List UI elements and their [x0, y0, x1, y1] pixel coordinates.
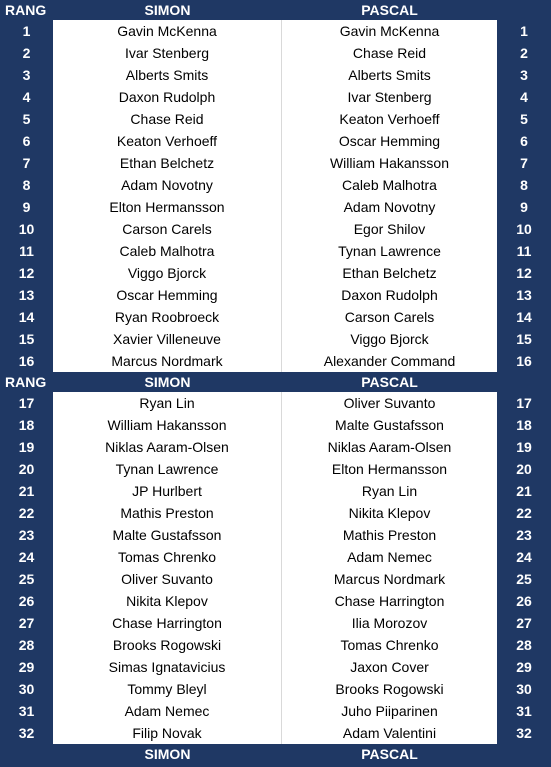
rank-number: 22 [18, 505, 35, 521]
simon-name-cell: Mathis Preston [53, 502, 282, 524]
header-pascal: PASCAL [361, 2, 418, 18]
header-row-1 [0, 0, 551, 20]
rank-number-right: 5 [520, 111, 528, 127]
table-row [0, 524, 551, 546]
pascal-name-cell: Caleb Malhotra [282, 174, 497, 196]
table-row [0, 240, 551, 262]
rank-number-right: 28 [516, 637, 532, 653]
rank-number: 26 [18, 593, 35, 609]
rank-number: 20 [18, 461, 35, 477]
rank-number: 7 [22, 155, 31, 171]
rank-number-right: 6 [520, 133, 528, 149]
pascal-name-cell: Ilia Morozov [282, 612, 497, 634]
pascal-name-cell: Juho Piiparinen [282, 700, 497, 722]
pascal-name-cell: Adam Valentini [282, 722, 497, 744]
table-row [0, 634, 551, 656]
pascal-name-cell: Egor Shilov [282, 218, 497, 240]
rank-number: 3 [22, 67, 31, 83]
simon-name-cell: Ivar Stenberg [53, 42, 282, 64]
header-pascal: PASCAL [361, 374, 418, 390]
header-pascal: PASCAL [361, 746, 418, 762]
pascal-name-cell: Ivar Stenberg [282, 86, 497, 108]
pascal-name-cell: Adam Novotny [282, 196, 497, 218]
simon-name-cell: Carson Carels [53, 218, 282, 240]
rank-number-right: 3 [520, 67, 528, 83]
rank-number: 15 [18, 331, 35, 347]
rank-number-right: 18 [516, 417, 532, 433]
pascal-name-cell: Daxon Rudolph [282, 284, 497, 306]
header-simon: SIMON [144, 2, 191, 18]
table-row [0, 328, 551, 350]
rank-number-right: 2 [520, 45, 528, 61]
rank-number: 19 [18, 439, 35, 455]
pascal-name-cell: Oscar Hemming [282, 130, 497, 152]
table-row [0, 656, 551, 678]
rank-number: 11 [19, 243, 34, 259]
pascal-name-cell: Alberts Smits [282, 64, 497, 86]
table-row [0, 152, 551, 174]
pascal-name-cell: Tynan Lawrence [282, 240, 497, 262]
table-row [0, 612, 551, 634]
header-simon: SIMON [144, 746, 191, 762]
rank-number: 13 [18, 287, 35, 303]
pascal-name-cell: Carson Carels [282, 306, 497, 328]
table-row [0, 546, 551, 568]
simon-name-cell: Ryan Lin [53, 392, 282, 414]
simon-name-cell: Tommy Bleyl [53, 678, 282, 700]
simon-name-cell: JP Hurlbert [53, 480, 282, 502]
table-row [0, 502, 551, 524]
simon-name-cell: Adam Nemec [53, 700, 282, 722]
simon-name-cell: Alberts Smits [53, 64, 282, 86]
rank-number-right: 12 [516, 265, 532, 281]
simon-name-cell: Simas Ignatavicius [53, 656, 282, 678]
rank-number: 24 [18, 549, 35, 565]
pascal-name-cell: Oliver Suvanto [282, 392, 497, 414]
header-rank: RANG [5, 2, 47, 18]
header-simon: SIMON [144, 374, 191, 390]
ranking-block-1 [0, 20, 551, 372]
rank-number: 6 [22, 133, 31, 149]
rank-number-right: 30 [516, 681, 532, 697]
pascal-name-cell: Niklas Aaram-Olsen [282, 436, 497, 458]
table-row [0, 174, 551, 196]
simon-name-cell: Tomas Chrenko [53, 546, 282, 568]
rank-number: 21 [18, 483, 35, 499]
rank-number-right: 29 [516, 659, 532, 675]
header-row-2 [0, 372, 551, 392]
rank-number-right: 25 [516, 571, 532, 587]
table-row [0, 284, 551, 306]
simon-name-cell: Viggo Bjorck [53, 262, 282, 284]
rank-number-right: 17 [516, 395, 532, 411]
rank-number: 14 [18, 309, 35, 325]
rank-number-right: 22 [516, 505, 532, 521]
rank-number: 17 [18, 395, 35, 411]
simon-name-cell: Daxon Rudolph [53, 86, 282, 108]
rank-number: 25 [18, 571, 35, 587]
rank-number-right: 4 [520, 89, 528, 105]
rank-number-right: 14 [516, 309, 532, 325]
table-row [0, 108, 551, 130]
pascal-name-cell: Chase Harrington [282, 590, 497, 612]
table-row [0, 86, 551, 108]
pascal-name-cell: Jaxon Cover [282, 656, 497, 678]
rank-number: 32 [18, 725, 35, 741]
pascal-name-cell: William Hakansson [282, 152, 497, 174]
rank-number-right: 9 [520, 199, 528, 215]
pascal-name-cell: Malte Gustafsson [282, 414, 497, 436]
rank-number-right: 32 [516, 725, 532, 741]
rank-number-right: 23 [516, 527, 532, 543]
table-row [0, 480, 551, 502]
rank-number: 30 [18, 681, 35, 697]
rank-number: 2 [22, 45, 31, 61]
rank-number: 31 [18, 703, 35, 719]
table-row [0, 458, 551, 480]
rank-number-right: 16 [516, 353, 532, 369]
simon-name-cell: William Hakansson [53, 414, 282, 436]
simon-name-cell: Gavin McKenna [53, 20, 282, 42]
table-row [0, 436, 551, 458]
simon-name-cell: Elton Hermansson [53, 196, 282, 218]
table-row [0, 414, 551, 436]
table-row [0, 262, 551, 284]
table-row [0, 678, 551, 700]
pascal-name-cell: Gavin McKenna [282, 20, 497, 42]
table-row [0, 218, 551, 240]
table-row [0, 392, 551, 414]
table-row [0, 42, 551, 64]
simon-name-cell: Brooks Rogowski [53, 634, 282, 656]
simon-name-cell: Ryan Roobroeck [53, 306, 282, 328]
rank-number: 12 [18, 265, 35, 281]
pascal-name-cell: Elton Hermansson [282, 458, 497, 480]
rank-number: 8 [22, 177, 31, 193]
simon-name-cell: Chase Reid [53, 108, 282, 130]
header-rank: RANG [5, 374, 47, 390]
table-row [0, 350, 551, 372]
simon-name-cell: Malte Gustafsson [53, 524, 282, 546]
simon-name-cell: Ethan Belchetz [53, 152, 282, 174]
header-row-3 [0, 744, 551, 764]
table-row [0, 590, 551, 612]
ranking-block-2 [0, 392, 551, 744]
table-row [0, 700, 551, 722]
rank-number-right: 19 [516, 439, 532, 455]
table-row [0, 306, 551, 328]
rank-number: 16 [18, 353, 35, 369]
simon-name-cell: Oscar Hemming [53, 284, 282, 306]
table-row [0, 196, 551, 218]
table-row [0, 64, 551, 86]
simon-name-cell: Oliver Suvanto [53, 568, 282, 590]
rank-number-right: 11 [516, 243, 532, 259]
simon-name-cell: Nikita Klepov [53, 590, 282, 612]
rank-number-right: 31 [516, 703, 532, 719]
rank-number: 28 [18, 637, 35, 653]
rank-number-right: 10 [516, 221, 532, 237]
pascal-name-cell: Ryan Lin [282, 480, 497, 502]
pascal-name-cell: Nikita Klepov [282, 502, 497, 524]
table-row [0, 722, 551, 744]
simon-name-cell: Chase Harrington [53, 612, 282, 634]
pascal-name-cell: Ethan Belchetz [282, 262, 497, 284]
pascal-name-cell: Mathis Preston [282, 524, 497, 546]
rank-number: 5 [22, 111, 31, 127]
rank-number: 23 [18, 527, 35, 543]
pascal-name-cell: Chase Reid [282, 42, 497, 64]
simon-name-cell: Tynan Lawrence [53, 458, 282, 480]
table-row [0, 130, 551, 152]
pascal-name-cell: Marcus Nordmark [282, 568, 497, 590]
simon-name-cell: Filip Novak [53, 722, 282, 744]
pascal-name-cell: Adam Nemec [282, 546, 497, 568]
simon-name-cell: Marcus Nordmark [53, 350, 282, 372]
rank-number-right: 7 [520, 155, 528, 171]
pascal-name-cell: Tomas Chrenko [282, 634, 497, 656]
pascal-name-cell: Keaton Verhoeff [282, 108, 497, 130]
pascal-name-cell: Brooks Rogowski [282, 678, 497, 700]
pascal-name-cell: Alexander Command [282, 350, 497, 372]
rank-number: 18 [18, 417, 35, 433]
table-row [0, 568, 551, 590]
rank-number-right: 20 [516, 461, 532, 477]
rank-number-right: 24 [516, 549, 532, 565]
rank-number-right: 21 [516, 483, 532, 499]
simon-name-cell: Xavier Villeneuve [53, 328, 282, 350]
rank-number-right: 26 [516, 593, 532, 609]
simon-name-cell: Keaton Verhoeff [53, 130, 282, 152]
rank-number-right: 1 [520, 23, 528, 39]
simon-name-cell: Adam Novotny [53, 174, 282, 196]
table-row [0, 20, 551, 42]
rank-number-right: 8 [520, 177, 528, 193]
rank-number: 1 [22, 23, 31, 39]
rank-number: 9 [22, 199, 31, 215]
simon-name-cell: Caleb Malhotra [53, 240, 282, 262]
rank-number-right: 13 [516, 287, 532, 303]
rank-number: 4 [22, 89, 31, 105]
simon-name-cell: Niklas Aaram-Olsen [53, 436, 282, 458]
rank-number: 29 [18, 659, 35, 675]
pascal-name-cell: Viggo Bjorck [282, 328, 497, 350]
rank-number-right: 15 [516, 331, 532, 347]
rank-number: 10 [18, 221, 35, 237]
rank-number: 27 [18, 615, 35, 631]
rank-number-right: 27 [516, 615, 532, 631]
